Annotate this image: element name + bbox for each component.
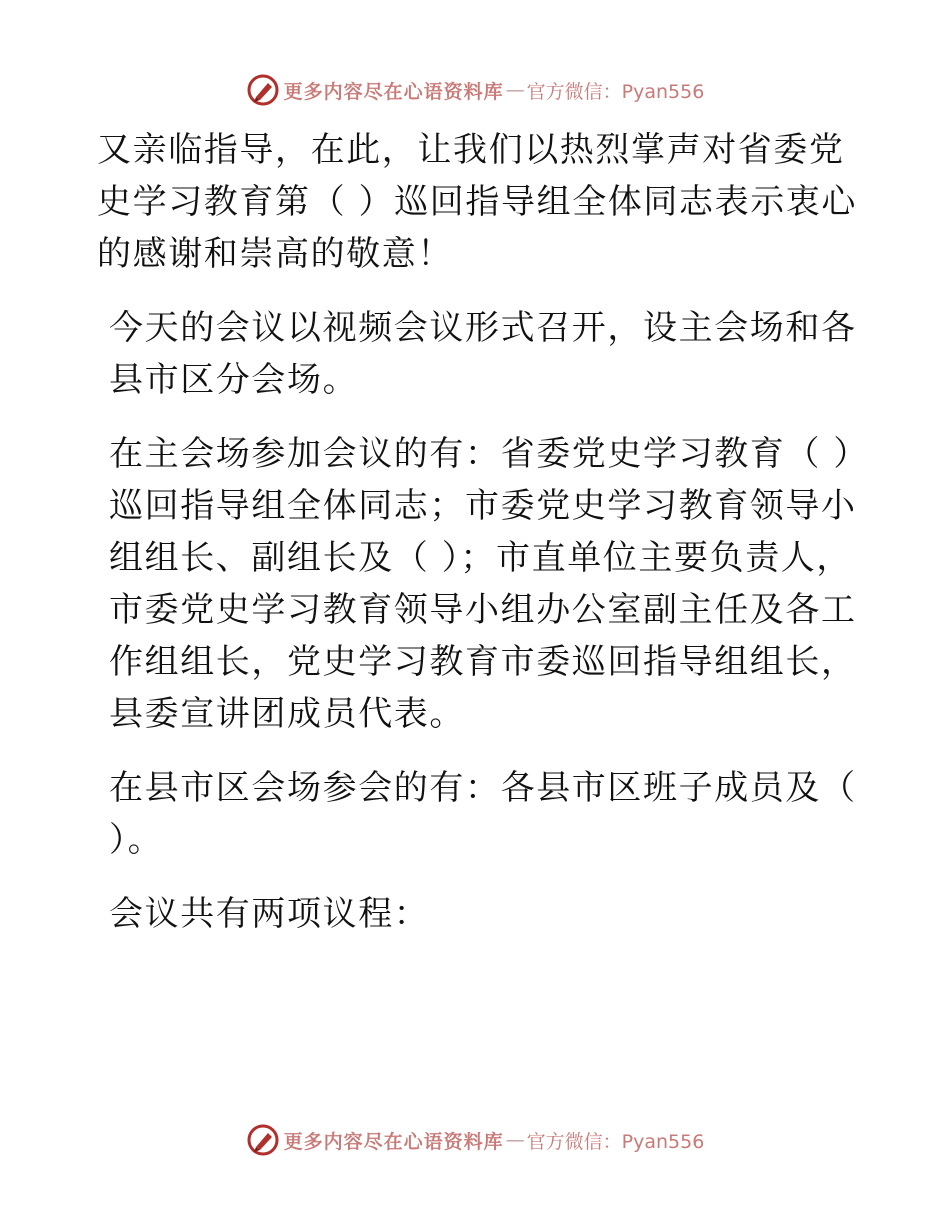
pen-logo-icon — [246, 1123, 280, 1157]
watermark-main-text: 更多内容尽在心语资料库 — [283, 1130, 504, 1153]
watermark-wechat-text: 官方微信：Pyan556 — [526, 1130, 705, 1153]
document-body — [97, 124, 870, 962]
paragraph-1: 又亲临指导，在此，让我们以热烈掌声对省委党史学习教育第（ ）巡回指导组全体同志表示衷心的感谢和崇高的敬意！ — [97, 130, 858, 274]
header-watermark — [0, 70, 950, 110]
watermark-separator: — — [505, 1129, 525, 1151]
paragraph-2: 今天的会议以视频会议形式召开，设主会场和各县市区分会场。 — [109, 308, 857, 400]
paragraph-3: 在主会场参加会议的有：省委党史学习教育（ ）巡回指导组全体同志；市委党史学习教育领导小组组长、副组长及（ ）；市直单位主要负责人，市委党史学习教育领导小组办公室副主任及各工作组组长，党史学习教育市委巡回指导组组长，县委宣讲团成员代表。 — [109, 434, 857, 734]
watermark-main-text: 更多内容尽在心语资料库 — [283, 80, 504, 103]
watermark-wechat-text: 官方微信：Pyan556 — [526, 80, 705, 103]
pen-logo-icon — [246, 73, 280, 107]
footer-watermark — [0, 1120, 950, 1160]
paragraph-5: 会议共有两项议程： — [109, 894, 430, 934]
paragraph-4: 在县市区会场参会的有：各县市区班子成员及（ ）。 — [109, 768, 870, 860]
watermark-separator: — — [505, 79, 525, 101]
